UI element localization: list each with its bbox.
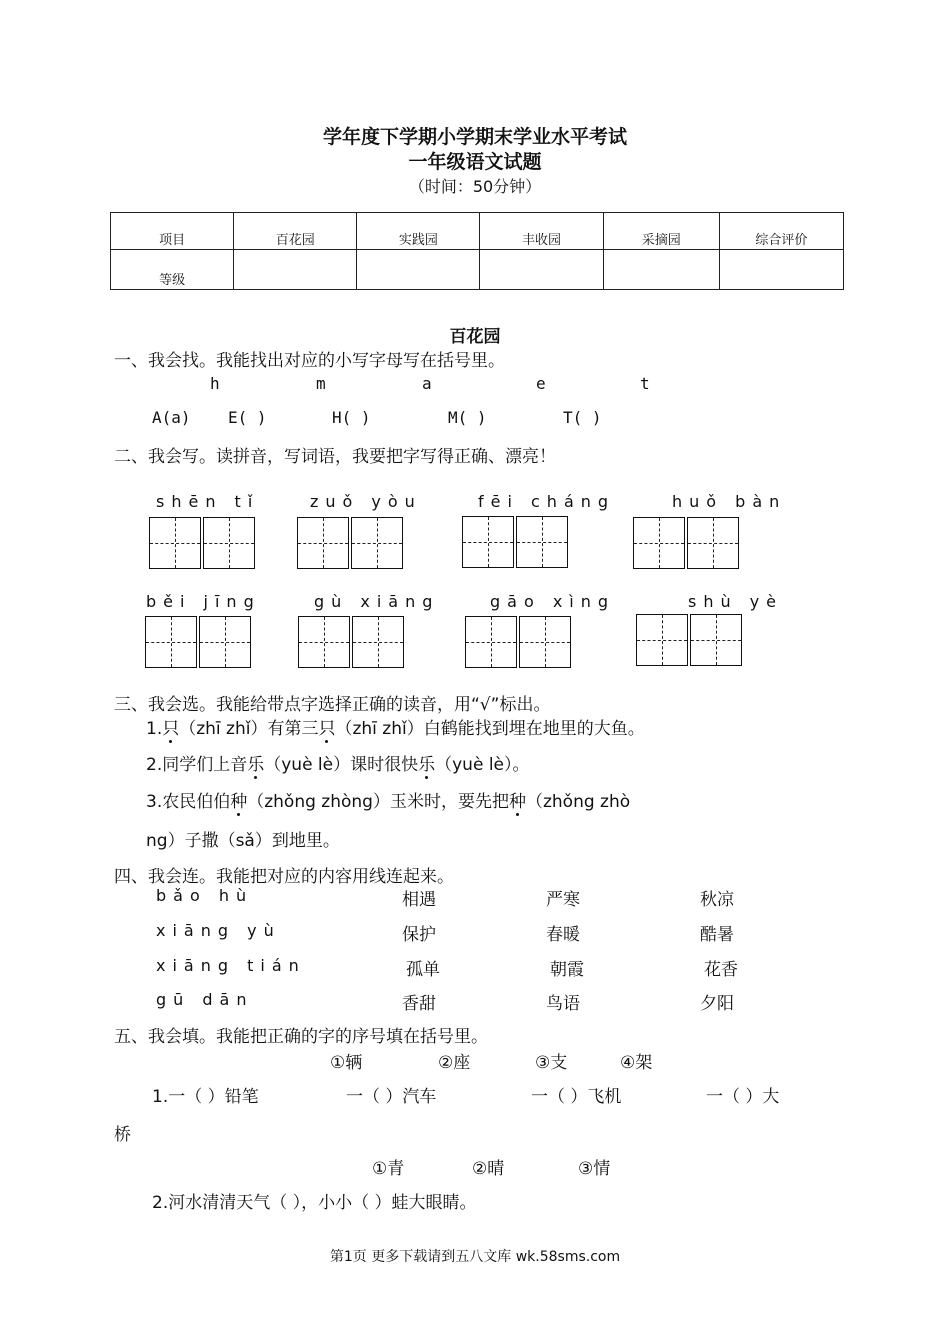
q5-blank[interactable]: 一（ ）汽车 bbox=[346, 1087, 437, 1107]
writing-box[interactable] bbox=[519, 616, 571, 668]
q5-title: 五、我会填。我能把正确的字的序号填在括号里。 bbox=[114, 1027, 488, 1047]
q3-text[interactable]: （yuè lè）。 bbox=[435, 755, 530, 775]
q1-letter: a bbox=[422, 374, 432, 393]
q5-option: ①辆 bbox=[330, 1053, 363, 1073]
writing-box[interactable] bbox=[352, 616, 404, 668]
writing-box[interactable] bbox=[633, 517, 685, 569]
q4-pinyin[interactable]: bǎo hù bbox=[156, 886, 254, 905]
q4-word[interactable]: 鸟语 bbox=[546, 994, 580, 1014]
q1-answer[interactable]: T( ) bbox=[563, 408, 602, 427]
grade-cell[interactable] bbox=[719, 250, 843, 290]
grade-header: 综合评价 bbox=[719, 213, 843, 250]
dotted-char: 乐 bbox=[418, 750, 435, 775]
q4-word[interactable]: 花香 bbox=[704, 960, 738, 980]
grade-cell[interactable] bbox=[234, 250, 357, 290]
q1-letter: t bbox=[640, 374, 650, 393]
q1-answer[interactable]: M( ) bbox=[448, 408, 487, 427]
q3-text[interactable]: （zhǒng zhò bbox=[525, 792, 631, 812]
q3-sentence-3 bbox=[146, 787, 630, 812]
writing-box[interactable] bbox=[298, 616, 350, 668]
dotted-char: 种 bbox=[509, 787, 526, 812]
writing-box[interactable] bbox=[690, 614, 742, 666]
writing-box[interactable] bbox=[516, 516, 568, 568]
grade-header: 项目 bbox=[111, 213, 234, 250]
q2-pinyin: gù xiāng bbox=[314, 592, 440, 611]
q2-pinyin: shēn tǐ bbox=[156, 492, 260, 511]
q5-blank[interactable]: 一（ ）飞机 bbox=[531, 1087, 622, 1107]
q3-text[interactable]: （zhī zhǐ）白鹤能找到埋在地里的大鱼。 bbox=[335, 719, 645, 739]
q2-pinyin: běi jīng bbox=[146, 592, 261, 611]
q5-blank-line2[interactable]: 2.河水清清天气（ ），小小（ ）蛙大眼睛。 bbox=[152, 1193, 477, 1213]
q3-text[interactable]: （zhǒng zhòng）玉米时，要先把 bbox=[247, 792, 509, 812]
q4-word[interactable]: 酷暑 bbox=[700, 925, 734, 945]
q4-word[interactable]: 秋凉 bbox=[700, 890, 734, 910]
writing-box[interactable] bbox=[149, 517, 201, 569]
grade-table bbox=[110, 212, 844, 290]
q1-answer[interactable]: E( ) bbox=[228, 408, 267, 427]
writing-box[interactable] bbox=[297, 517, 349, 569]
q3-text: 3.农民伯伯 bbox=[146, 792, 231, 812]
q3-text: 2.同学们上音 bbox=[146, 755, 248, 775]
q5-option: ②座 bbox=[438, 1053, 471, 1073]
q4-word[interactable]: 保护 bbox=[402, 925, 436, 945]
q4-title: 四、我会连。我能把对应的内容用线连起来。 bbox=[114, 867, 454, 887]
exam-time: （时间：50分钟） bbox=[408, 177, 542, 196]
dotted-char: 乐 bbox=[247, 750, 264, 775]
q5-option: ③支 bbox=[535, 1053, 568, 1073]
q3-sentence-1 bbox=[146, 714, 645, 739]
q1-letter: m bbox=[316, 374, 326, 393]
q1-letter: h bbox=[210, 374, 220, 393]
q3-text: 1. bbox=[146, 719, 163, 739]
q5-option: ③情 bbox=[578, 1159, 611, 1179]
q4-pinyin[interactable]: xiāng yù bbox=[156, 921, 281, 940]
q4-word[interactable]: 相遇 bbox=[402, 890, 436, 910]
writing-box[interactable] bbox=[636, 614, 688, 666]
writing-box[interactable] bbox=[462, 516, 514, 568]
q2-title: 二、我会写。读拼音，写词语，我要把字写得正确、漂亮！ bbox=[114, 447, 556, 467]
grade-cell[interactable] bbox=[603, 250, 719, 290]
q1-answer: A(a) bbox=[152, 408, 191, 427]
section-title: 百花园 bbox=[449, 327, 501, 347]
grade-header: 实践园 bbox=[357, 213, 480, 250]
writing-box[interactable] bbox=[465, 616, 517, 668]
q2-pinyin: huǒ bàn bbox=[672, 492, 787, 511]
page-footer: 第1页 更多下载请到五八文库 wk.58sms.com bbox=[329, 1249, 621, 1265]
exam-subtitle: 一年级语文试题 bbox=[408, 151, 542, 173]
dotted-char: 只 bbox=[162, 714, 179, 739]
q4-word[interactable]: 春暖 bbox=[546, 925, 580, 945]
q3-text[interactable]: （zhī zhǐ）有第三 bbox=[179, 719, 319, 739]
q2-pinyin: zuǒ yòu bbox=[310, 492, 422, 511]
q5-option: ①青 bbox=[372, 1159, 405, 1179]
q4-word[interactable]: 夕阳 bbox=[700, 994, 734, 1014]
q4-pinyin[interactable]: gū dān bbox=[156, 990, 254, 1009]
q1-letter: e bbox=[536, 374, 546, 393]
grade-header: 百花园 bbox=[234, 213, 357, 250]
grade-cell[interactable] bbox=[480, 250, 603, 290]
q2-pinyin: fēi cháng bbox=[478, 492, 616, 511]
q4-pinyin[interactable]: xiāng tián bbox=[156, 956, 306, 975]
writing-box[interactable] bbox=[687, 517, 739, 569]
q5-option: ②晴 bbox=[472, 1159, 505, 1179]
q5-blank[interactable]: 一（ ）大 bbox=[706, 1087, 780, 1107]
q3-sentence-3-cont[interactable]: ng）子撒（sǎ）到地里。 bbox=[146, 831, 340, 851]
q2-pinyin: gāo xìng bbox=[490, 592, 616, 611]
q5-blank[interactable]: 1.一（ ）铅笔 bbox=[152, 1087, 259, 1107]
q3-sentence-2 bbox=[146, 750, 530, 775]
q4-word[interactable]: 朝霞 bbox=[550, 960, 584, 980]
q1-answer[interactable]: H( ) bbox=[332, 408, 371, 427]
q4-word[interactable]: 孤单 bbox=[406, 960, 440, 980]
writing-box[interactable] bbox=[203, 517, 255, 569]
q3-title: 三、我会选。我能给带点字选择正确的读音，用“√”标出。 bbox=[114, 695, 551, 715]
grade-cell[interactable] bbox=[357, 250, 480, 290]
q4-word[interactable]: 香甜 bbox=[402, 994, 436, 1014]
writing-box[interactable] bbox=[145, 616, 197, 668]
q5-line1-cont: 桥 bbox=[114, 1125, 131, 1145]
grade-header: 采摘园 bbox=[603, 213, 719, 250]
grade-header: 丰收园 bbox=[480, 213, 603, 250]
dotted-char: 种 bbox=[230, 787, 247, 812]
q5-option: ④架 bbox=[620, 1053, 653, 1073]
grade-row-label: 等级 bbox=[111, 250, 234, 290]
q4-word[interactable]: 严寒 bbox=[546, 890, 580, 910]
writing-box[interactable] bbox=[199, 616, 251, 668]
writing-box[interactable] bbox=[351, 517, 403, 569]
exam-title: 学年度下学期小学期末学业水平考试 bbox=[322, 126, 627, 148]
q1-title: 一、我会找。我能找出对应的小写字母写在括号里。 bbox=[114, 351, 505, 371]
q3-text[interactable]: （yuè lè）课时很快 bbox=[264, 755, 419, 775]
dotted-char: 只 bbox=[318, 714, 335, 739]
q2-pinyin: shù yè bbox=[688, 592, 784, 611]
